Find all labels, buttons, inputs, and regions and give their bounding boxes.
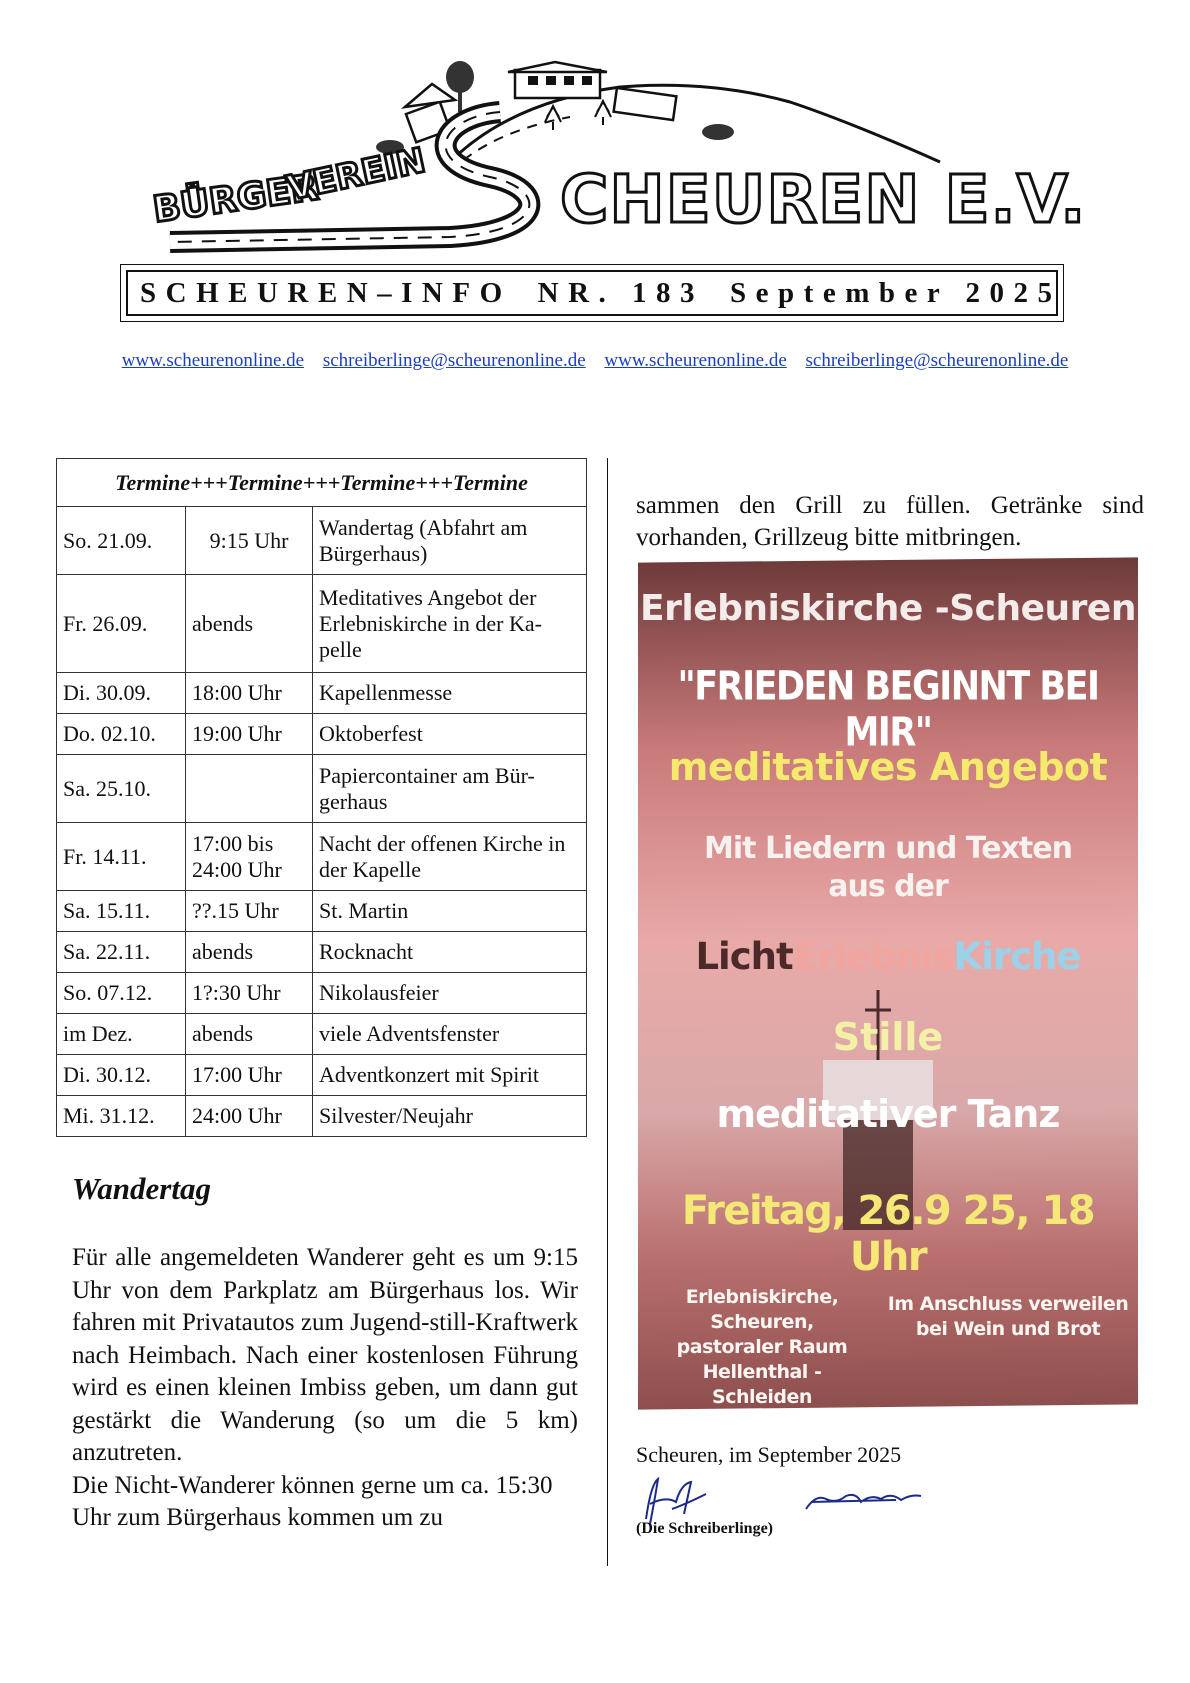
info-date: September 2025 [730,276,1062,309]
event-date: So. 21.09. [57,507,186,575]
table-row [57,1096,587,1137]
event-title: Rocknacht [313,932,587,973]
poster-footer-line: Erlebniskirche, Scheuren, [685,1286,839,1333]
poster-footer-line: Hellenthal - Schleiden [702,1361,822,1408]
event-date: Fr. 14.11. [57,823,186,891]
closing-place-date: Scheuren, im September 2025 [636,1442,902,1467]
event-date: Do. 02.10. [57,714,186,755]
event-poster [638,560,1138,1407]
event-time: 19:00 Uhr [186,714,313,755]
poster-tanz: meditativer Tanz [716,1092,1060,1136]
event-title: Adventkonzert mit Spirit [313,1055,587,1096]
event-title: St. Martin [313,891,587,932]
event-title: viele Adventsfenster [313,1014,587,1055]
event-time: ??.15 Uhr [186,891,313,932]
event-title: Meditatives Angebot der Erlebniskirche in der Ka-pelle [313,575,587,673]
poster-lieder [638,830,1138,906]
wandertag-text [72,1242,578,1535]
event-date: Sa. 22.11. [57,932,186,973]
poster-footer-left [652,1285,872,1410]
wandertag-paragraph: Für alle angemeldeten Wanderer geht es um 9:15 Uhr von dem Parkplatz am Bürgerhaus los. Wir fahren mit Privatautos zum Jugend-still-Kraftwerk nach Heimbach. Nach einer kostenlosen Führung wird es einen kleinen Imbiss geben, um dann gut gestärkt die Wanderung (so um die 5 km) anzutreten. [72,1244,578,1466]
table-row [57,1055,587,1096]
wandertag-paragraph-2: Die Nicht-Wanderer können gerne um ca. 15:30 Uhr zum Bürgerhaus kommen um zu [72,1471,553,1531]
event-title: Kapellenmesse [313,673,587,714]
event-time: abends [186,575,313,673]
poster-licht: Licht [695,935,793,978]
table-row [57,1014,587,1055]
event-date: So. 07.12. [57,973,186,1014]
poster-kirche: Kirche [953,935,1081,978]
table-row [57,575,587,673]
continuation-text: sammen den Grill zu füllen. Getränke sind vorhanden, Grillzeug bitte mitbringen. [636,492,1144,551]
poster-subtitle: meditatives Angebot [668,745,1108,789]
column-divider [607,458,608,1566]
event-time: abends [186,1014,313,1055]
event-time: 17:00 bis 24:00 Uhr [186,823,313,891]
email-link-2[interactable]: schreiberlinge@scheurenonline.de [805,350,1069,371]
event-time: 9:15 Uhr [186,507,313,575]
event-title: Nacht der offenen Kirche in der Kapelle [313,823,587,891]
event-title: Papiercontainer am Bür-gerhaus [313,755,587,823]
event-date: im Dez. [57,1014,186,1055]
info-banner-inner [126,270,1062,316]
signature-label: (Die Schreiberlinge) [636,1520,774,1537]
table-row [57,932,587,973]
event-title: Wandertag (Abfahrt am Bürgerhaus) [313,507,587,575]
event-date: Fr. 26.09. [57,575,186,673]
event-time: 24:00 Uhr [186,1096,313,1137]
table-row [57,673,587,714]
event-date: Mi. 31.12. [57,1096,186,1137]
buergerverein-logo [150,62,1087,262]
poster-title: Erlebniskirche -Scheuren [640,588,1136,629]
event-date: Di. 30.12. [57,1055,186,1096]
poster-footer-line: bei Wein und Brot [915,1318,1101,1340]
svg-text:VEREIN: VEREIN [283,140,429,209]
website-link[interactable]: www.scheurenonline.de [121,350,305,371]
svg-text:BÜRGER: BÜRGER [150,167,321,231]
event-date: Sa. 25.10. [57,755,186,823]
event-title: Nikolausfeier [313,973,587,1014]
table-row [57,823,587,891]
info-banner [120,264,1064,322]
poster-lieder-line-2: aus der [828,869,948,904]
event-date: Sa. 15.11. [57,891,186,932]
poster-date: Freitag, 26.9 25, 18 Uhr [681,1188,1095,1280]
event-time: 1?:30 Uhr [186,973,313,1014]
termine-header: Termine+++Termine+++Termine+++Termine [57,459,587,507]
table-row [57,891,587,932]
poster-footer-right [883,1292,1133,1342]
poster-footer-line: pastoraler Raum [676,1336,848,1358]
table-row [57,714,587,755]
link-bar [0,350,1190,372]
poster-erlebnis: Erlebnis [792,935,954,978]
wandertag-heading: Wandertag [72,1171,211,1206]
event-time: 17:00 Uhr [186,1055,313,1096]
event-time: abends [186,932,313,973]
poster-stille: Stille [832,1015,944,1059]
event-date: Di. 30.09. [57,673,186,714]
poster-footer-line: Im Anschluss verweilen [887,1293,1129,1315]
table-row [57,973,587,1014]
poster-licht-erlebnis-kirche [638,935,1138,978]
termine-table [56,458,587,1137]
poster-lieder-line: Mit Liedern und Texten [704,831,1072,866]
event-title: Silvester/Neujahr [313,1096,587,1137]
poster-motto: "FRIEDEN BEGINNT BEI MIR" [677,664,1099,756]
event-time [186,755,313,823]
event-title: Oktoberfest [313,714,587,755]
email-link[interactable]: schreiberlinge@scheurenonline.de [322,350,586,371]
info-number: NR. 183 [537,276,705,309]
info-title: SCHEUREN–INFO [140,276,512,309]
event-time: 18:00 Uhr [186,673,313,714]
svg-text:CHEUREN E.V.: CHEUREN E.V. [560,161,1087,238]
table-row [57,507,587,575]
table-row [57,755,587,823]
website-link-2[interactable]: www.scheurenonline.de [604,350,787,371]
